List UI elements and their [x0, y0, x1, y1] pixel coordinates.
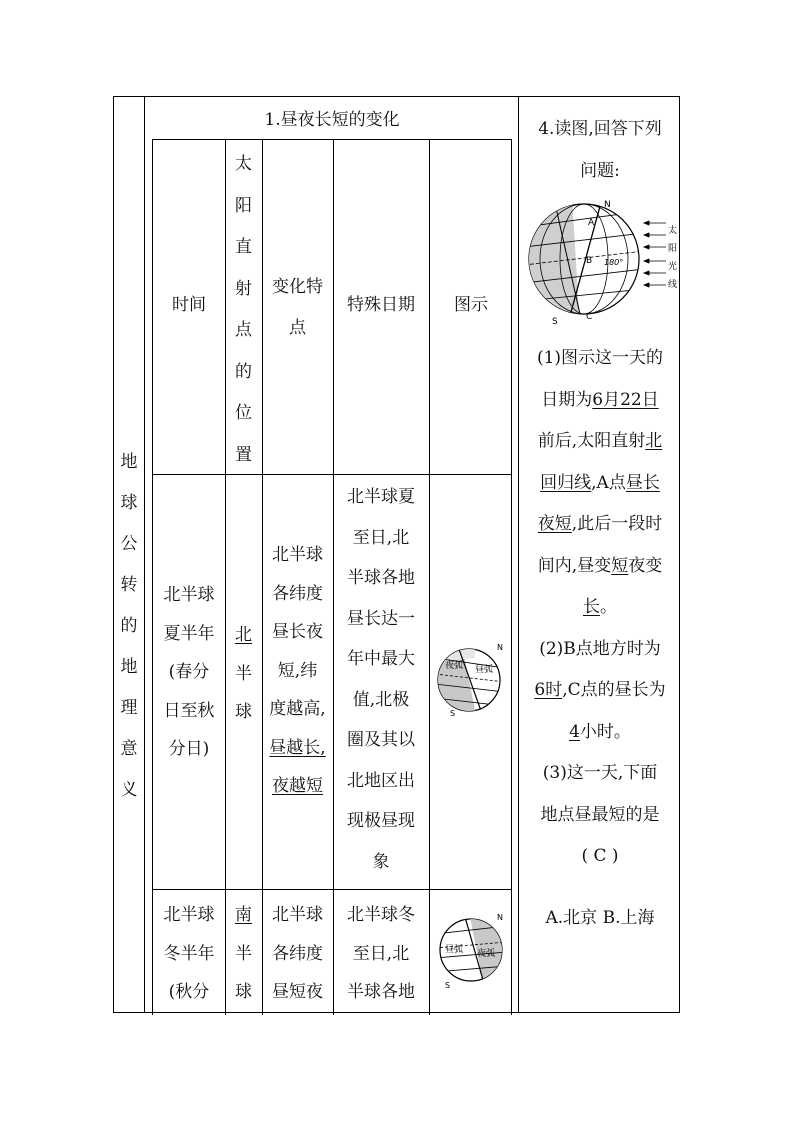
q2-line: (2)B点地方时为 [539, 638, 661, 659]
winter-solstice-globe [435, 912, 507, 990]
q1-line: 夜短,此后一段时 [537, 514, 663, 534]
header-figure: 图示 [454, 295, 488, 315]
svg-text:N: N [497, 643, 503, 652]
title-char: 球 [120, 493, 138, 513]
day-arc-label: 昼弧 [475, 665, 494, 675]
worksheet-table [113, 96, 680, 1013]
title-char: 地 [120, 452, 138, 472]
q2-line: 6时,C点的昼长为 [534, 680, 666, 700]
day-arc-label: 昼弧 [445, 945, 464, 955]
q3-line: 地点昼最短的是 [540, 804, 660, 825]
row2-dates: 北半球冬 至日,北 半球各地 [347, 905, 415, 1002]
header-feature: 变化特 点 [272, 277, 323, 338]
svg-text:B: B [586, 256, 593, 266]
q1-line: 间内,昼变短夜变 [537, 555, 663, 576]
q1-line: 长。 [583, 597, 617, 617]
svg-text:C: C [586, 312, 593, 322]
svg-text:S: S [450, 709, 456, 718]
title-char: 意 [120, 739, 138, 759]
answers [519, 338, 681, 939]
row1-dates: 北半球夏 至日,北 半球各地 昼长达一 年中最大 值,北极 圈及其以 北地区出 现极昼现 象 [347, 487, 415, 872]
row2-position: 南 半 球 [235, 905, 252, 1002]
row2-feature: 北半球 各纬度 昼短夜 [272, 905, 323, 1002]
question-title: 4.读图,回答下列 [538, 119, 662, 139]
svg-text:N: N [604, 200, 611, 210]
svg-text:S: S [445, 981, 451, 990]
row1-time: 北半球 夏半年 (春分 日至秋 分日) [163, 585, 215, 759]
svg-text:阳: 阳 [668, 244, 678, 254]
row1-position: 北 半 球 [235, 625, 252, 722]
q1-line: (1)图示这一天的 [536, 348, 664, 368]
header-time: 时间 [172, 295, 206, 315]
svg-text:N: N [497, 913, 503, 922]
q1-line: 日期为6月22日 [541, 389, 659, 410]
night-arc-label: 夜弧 [477, 949, 496, 959]
title-char: 转 [120, 575, 138, 595]
inner-table [152, 139, 512, 1015]
row2-time: 北半球 冬半年 (秋分 [163, 905, 215, 1002]
q3-line: (3)这一天,下面 [542, 763, 658, 783]
q1-line: 前后,太阳直射北 [537, 431, 663, 451]
title-char: 地 [120, 657, 138, 677]
row1-feature: 北半球 各纬度 昼长夜 短,纬 度越高, 昼越长, 夜越短 [269, 545, 326, 796]
svg-text:太: 太 [668, 226, 678, 236]
q2-line: 4小时。 [569, 721, 631, 742]
svg-text:A: A [588, 218, 595, 228]
header-dates: 特殊日期 [347, 295, 415, 315]
summer-solstice-globe [435, 640, 507, 718]
vertical-title [114, 442, 144, 811]
svg-text:光: 光 [668, 262, 678, 272]
q3-answer: ( C ) [581, 846, 619, 866]
svg-text:180°: 180° [604, 258, 624, 267]
question-title: 问题: [580, 160, 620, 181]
q1-line: 回归线,A点昼长 [540, 472, 660, 493]
options: A.北京 B.上海 [545, 907, 655, 928]
title-char: 公 [120, 534, 138, 554]
night-arc-label: 夜弧 [445, 661, 464, 671]
header-position: 太 阳 直 射 点 的 位 置 [235, 154, 252, 465]
svg-text:S: S [552, 317, 558, 327]
divider [144, 97, 145, 1012]
title-char: 义 [120, 780, 138, 800]
section-title: 1.昼夜长短的变化 [264, 110, 400, 130]
svg-text:线: 线 [668, 280, 678, 290]
title-char: 的 [120, 616, 138, 636]
question-panel [519, 109, 681, 192]
earth-diagram [524, 197, 679, 327]
title-char: 理 [120, 698, 138, 718]
